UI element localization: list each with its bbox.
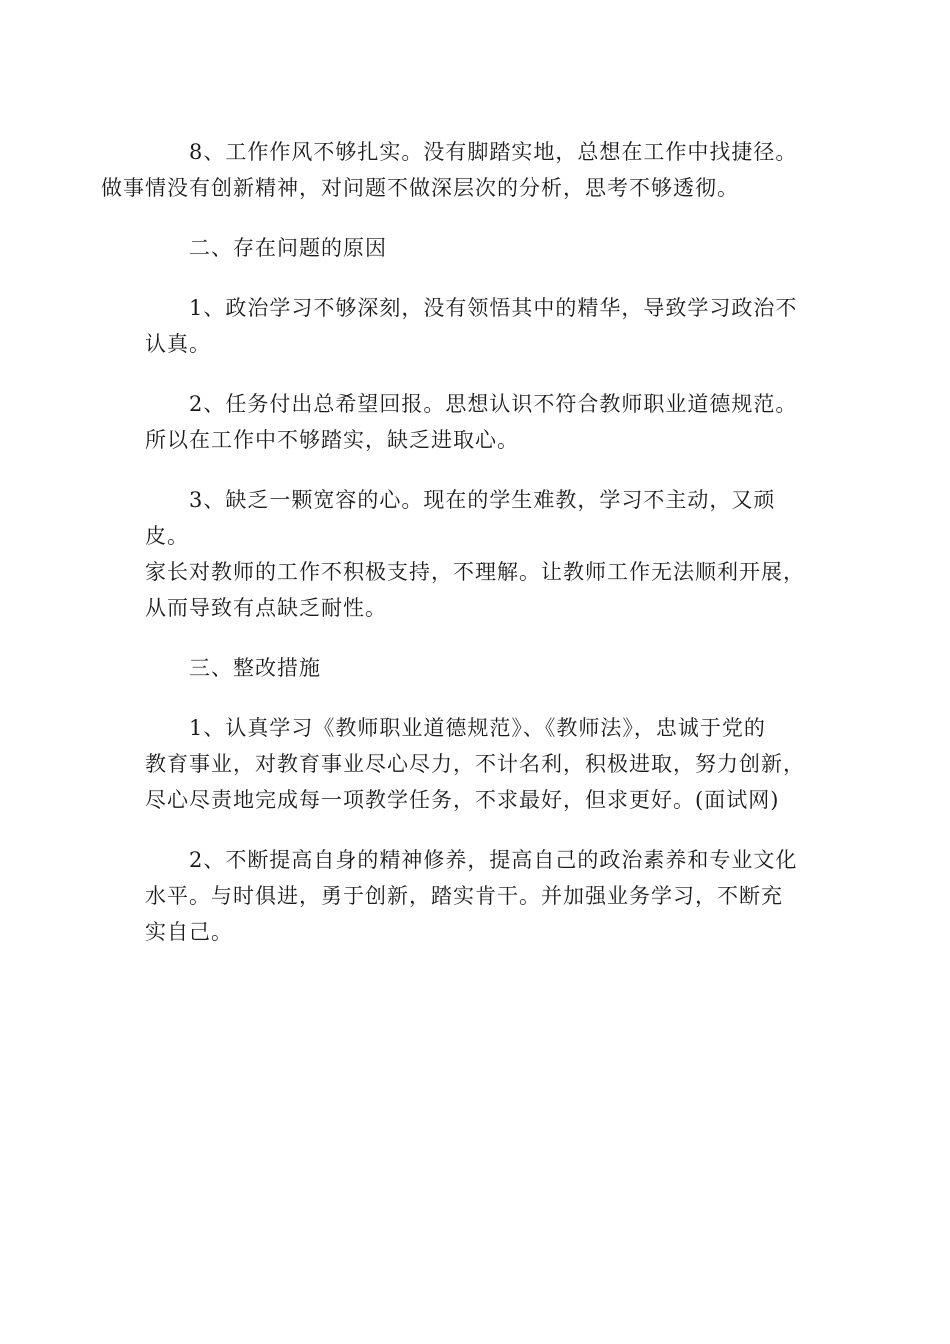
paragraph-cause-3 [145,482,815,626]
text-line: 水平。与时俱进，勇于创新，踏实肯干。并加强业务学习，不断充 [145,884,783,908]
text-line: 1、认真学习《教师职业道德规范》、《教师法》，忠诚于党的 [189,716,766,740]
text-line: 认真。 [145,332,211,356]
heading-text: 二、存在问题的原因 [189,236,387,260]
paragraph-measure-2 [145,842,815,950]
paragraph-cause-1 [145,290,815,362]
text-line: 1、政治学习不够深刻，没有领悟其中的精华，导致学习政治不 [189,296,798,320]
paragraph-measure-1 [145,710,815,818]
section-heading-measures [145,650,815,686]
text-line: 2、任务付出总希望回报。思想认识不符合教师职业道德规范。 [189,392,798,416]
text-line: 所以在工作中不够踏实，缺乏进取心。 [145,428,519,452]
heading-text: 三、整改措施 [189,656,321,680]
text-line: 教育事业，对教育事业尽心尽力，不计名利，积极进取，努力创新， [145,752,805,776]
text-line: 2、不断提高自身的精神修养，提高自己的政治素养和专业文化 [189,848,798,872]
text-line: 8、工作作风不够扎实。没有脚踏实地，总想在工作中找捷径。 [189,140,798,164]
document-body [101,134,815,974]
section-heading-causes [145,230,815,266]
paragraph-cause-2 [145,386,815,458]
text-line: 实自己。 [145,920,233,944]
paragraph-work-style [101,134,815,206]
text-line: 3、缺乏一颗宽容的心。现在的学生难教，学习不主动，又顽皮。 [145,488,776,548]
text-line: 家长对教师的工作不积极支持，不理解。让教师工作无法顺利开展， [145,560,805,584]
text-line: 从而导致有点缺乏耐性。 [145,596,387,620]
text-line: 做事情没有创新精神，对问题不做深层次的分析，思考不够透彻。 [101,176,739,200]
text-line: 尽心尽责地完成每一项教学任务，不求最好，但求更好。(面试网) [145,788,780,812]
